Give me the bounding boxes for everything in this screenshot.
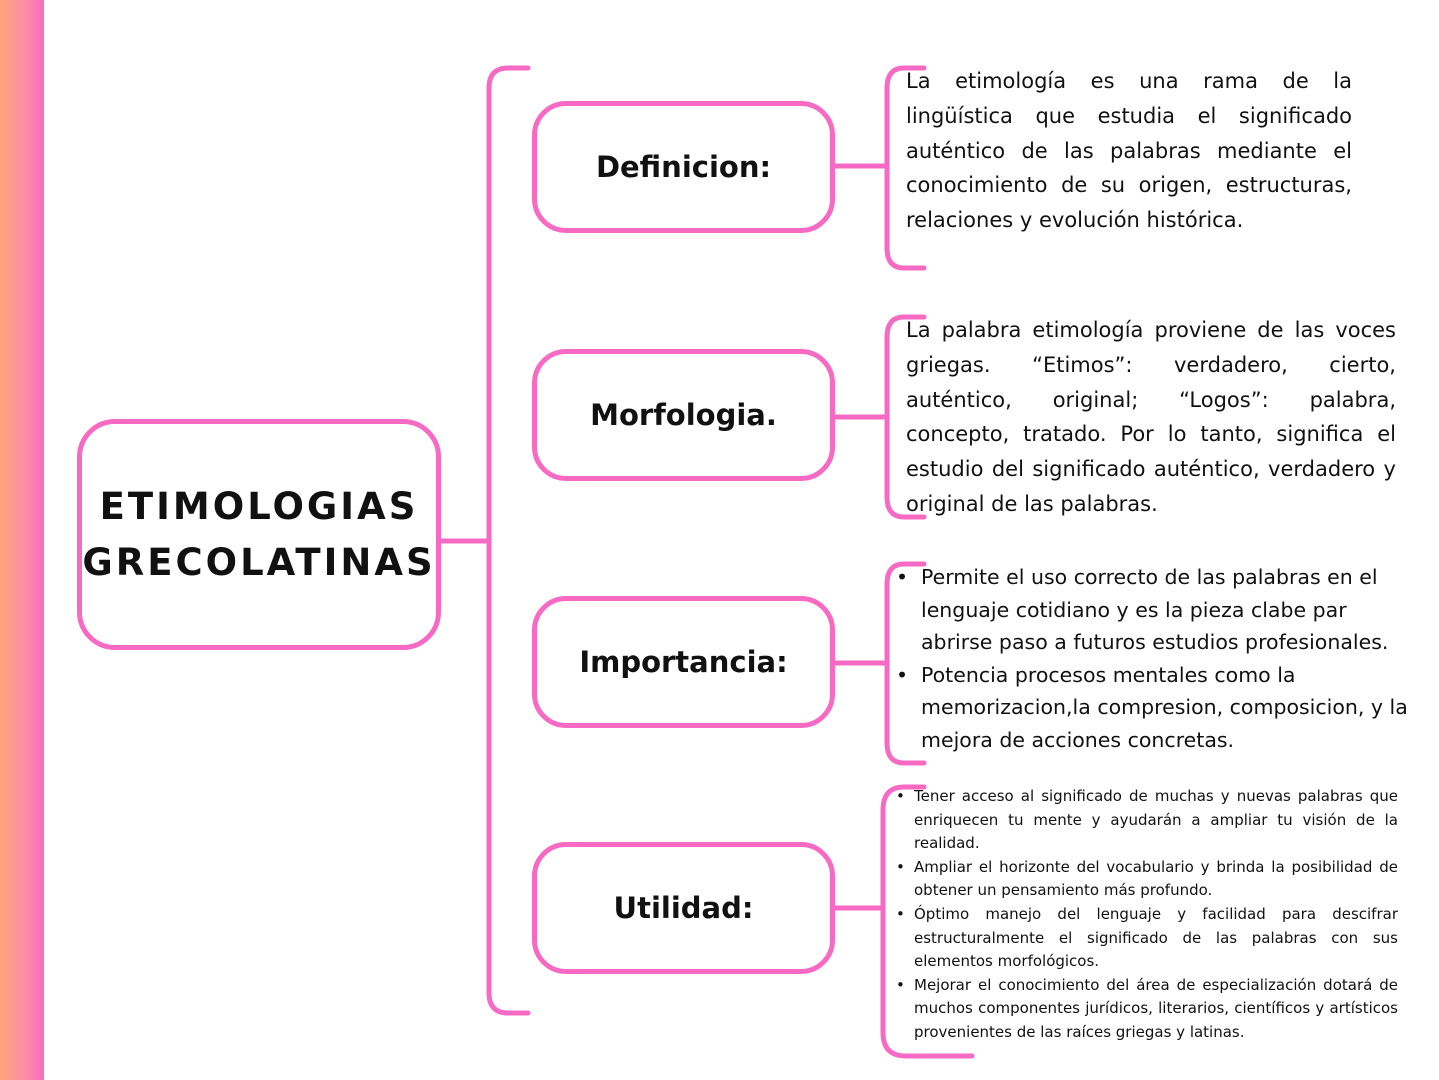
utilidad-bullet-list xyxy=(894,785,1398,1045)
utilidad-bullet: • Ampliar el horizonte del vocabulario y brinda la posibilidad de obtener un pensamiento más profundo. xyxy=(894,856,1398,903)
definicion-description xyxy=(906,64,1352,238)
morfologia-text: La palabra etimología proviene de las voces griegas. “Etimos”: verdadero, cierto, auténtico, original; “Logos”: palabra, concepto, tratado. Por lo tanto, significa el estudio del significado auténtico, verdadero y original de las palabras. xyxy=(906,318,1396,516)
utilidad-description xyxy=(894,785,1398,1045)
utilidad-bullet: • Óptimo manejo del lenguaje y facilidad para descifrar estructuralmente el significado de las palabras con sus elementos morfológicos. xyxy=(894,903,1398,974)
root-title-line2: GRECOLATINAS xyxy=(82,540,436,584)
decorative-side-stripe xyxy=(0,0,44,1080)
importancia-bullet-list xyxy=(894,561,1414,756)
definicion-text: La etimología es una rama de la lingüística que estudia el significado auténtico de las palabras mediante el conocimiento de su origen, estructuras, relaciones y evolución histórica. xyxy=(906,69,1352,233)
branch-node-definicion xyxy=(532,101,835,233)
utilidad-bullet: • Tener acceso al significado de muchas y nuevas palabras que enriquecen tu mente y ayudarán a ampliar tu visión de la realidad. xyxy=(894,785,1398,856)
branch-node-utilidad xyxy=(532,842,835,974)
importancia-description xyxy=(894,561,1414,756)
root-title-line1: ETIMOLOGIAS xyxy=(99,484,419,528)
branch-label-importancia: Importancia: xyxy=(579,645,788,679)
branch-label-utilidad: Utilidad: xyxy=(613,891,754,925)
importancia-bullet: • Potencia procesos mentales como la memorizacion,la compresion, composicion, y la mejora de acciones concretas. xyxy=(894,659,1414,757)
root-node xyxy=(77,419,441,650)
branch-node-morfologia xyxy=(532,349,835,481)
importancia-bullet: • Permite el uso correcto de las palabras en el lenguaje cotidiano y es la pieza clabe par abrirse paso a futuros estudios profesionales. xyxy=(894,561,1414,659)
morfologia-description xyxy=(906,313,1396,522)
utilidad-bullet: • Mejorar el conocimiento del área de especialización dotará de muchos componentes jurídicos, literarios, científicos y artísticos provenientes de las raíces griegas y latinas. xyxy=(894,974,1398,1045)
branch-node-importancia xyxy=(532,596,835,728)
main-bracket xyxy=(489,68,528,1013)
branch-label-definicion: Definicion: xyxy=(595,150,772,184)
root-title xyxy=(82,479,435,591)
branch-label-morfologia: Morfologia. xyxy=(590,398,777,432)
